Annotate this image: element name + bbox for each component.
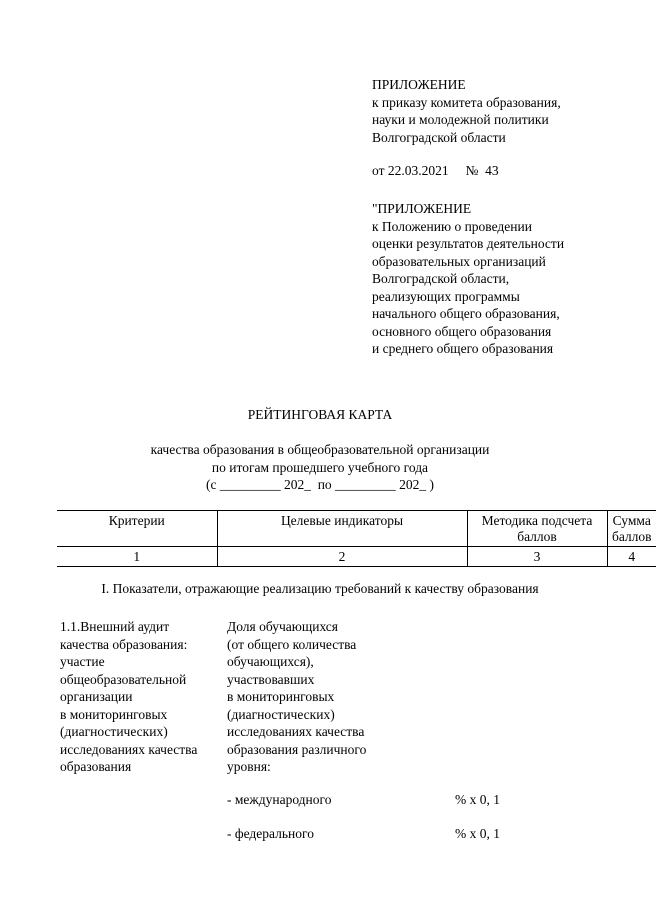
- indicator-line: в мониторинговых: [227, 689, 335, 704]
- criterion-line: участие: [60, 654, 105, 669]
- section-title: I. Показатели, отражающие реализацию требований к качеству образования: [101, 581, 539, 596]
- column-number: 2: [217, 547, 467, 567]
- appendix-quote-line: к Положению о проведении: [372, 218, 532, 234]
- appendix-quote-line: и среднего общего образования: [372, 341, 554, 356]
- indicator-text: [227, 618, 366, 776]
- indicator-line: исследованиях качества: [227, 724, 365, 739]
- column-number: 4: [607, 547, 656, 567]
- column-header-method: Методика подсчета баллов: [467, 511, 607, 547]
- appendix-header-line: Волгоградской области: [372, 129, 506, 145]
- appendix-quote-line: оценки результатов деятельности: [372, 236, 565, 251]
- appendix-header-line: к приказу комитета образования,: [372, 94, 561, 110]
- table-number-row: [57, 547, 656, 567]
- subtitle-line: качества образования в общеобразовательной организации: [150, 442, 490, 457]
- appendix-header-line: науки и молодежной политики: [372, 112, 549, 127]
- criterion-line: организации: [60, 689, 133, 704]
- appendix-quote-line: "ПРИЛОЖЕНИЕ: [372, 201, 472, 216]
- indicator-line: образования различного: [227, 741, 367, 757]
- document-title: РЕЙТИНГОВАЯ КАРТА: [247, 407, 393, 422]
- column-header-sum: Сумма баллов: [607, 511, 656, 547]
- appendix-quote-line: Волгоградской области,: [372, 271, 510, 286]
- appendix-quote: [372, 200, 564, 358]
- appendix-quote-line: реализующих программы: [372, 288, 520, 304]
- table-header-row: [57, 511, 656, 547]
- criterion-line: (диагностических): [60, 724, 168, 739]
- column-header-indicators: Целевые индикаторы: [217, 511, 467, 547]
- appendix-header-line: ПРИЛОЖЕНИЕ: [372, 77, 466, 92]
- criterion-line: общеобразовательной: [60, 671, 187, 687]
- column-number: 1: [57, 547, 217, 567]
- appendix-header: [372, 76, 561, 146]
- criterion-line: качества образования:: [60, 636, 188, 652]
- appendix-quote-line: образовательных организаций: [372, 253, 546, 269]
- subtitle-period-line: (с _________ 202_ по _________ 202_ ): [205, 477, 435, 492]
- appendix-quote-line: начального общего образования,: [372, 306, 560, 321]
- indicator-line: Доля обучающихся: [227, 619, 339, 634]
- criterion-text: [60, 618, 197, 776]
- criterion-line: образования: [60, 759, 132, 774]
- indicator-line: уровня:: [227, 759, 271, 774]
- criterion-line: в мониторинговых: [60, 706, 168, 722]
- document-subtitle: [0, 441, 640, 494]
- criterion-line: 1.1.Внешний аудит: [60, 619, 170, 634]
- level-international-label: - международного: [227, 792, 332, 807]
- subtitle-line: по итогам прошедшего учебного года: [211, 459, 429, 475]
- level-federal-method: % x 0, 1: [455, 826, 500, 841]
- indicator-line: (диагностических): [227, 706, 335, 722]
- rating-table-header: [57, 510, 656, 567]
- indicator-line: (от общего количества: [227, 636, 357, 652]
- indicator-line: участвовавших: [227, 671, 315, 687]
- indicator-line: обучающихся),: [227, 654, 314, 669]
- column-header-criteria: Критерии: [57, 511, 217, 547]
- level-international-method: % x 0, 1: [455, 792, 500, 807]
- criterion-line: исследованиях качества: [60, 741, 198, 757]
- order-date-number: от 22.03.2021 № 43: [372, 163, 499, 178]
- appendix-quote-line: основного общего образования: [372, 323, 552, 339]
- level-federal-label: - федерального: [227, 826, 314, 841]
- column-number: 3: [467, 547, 607, 567]
